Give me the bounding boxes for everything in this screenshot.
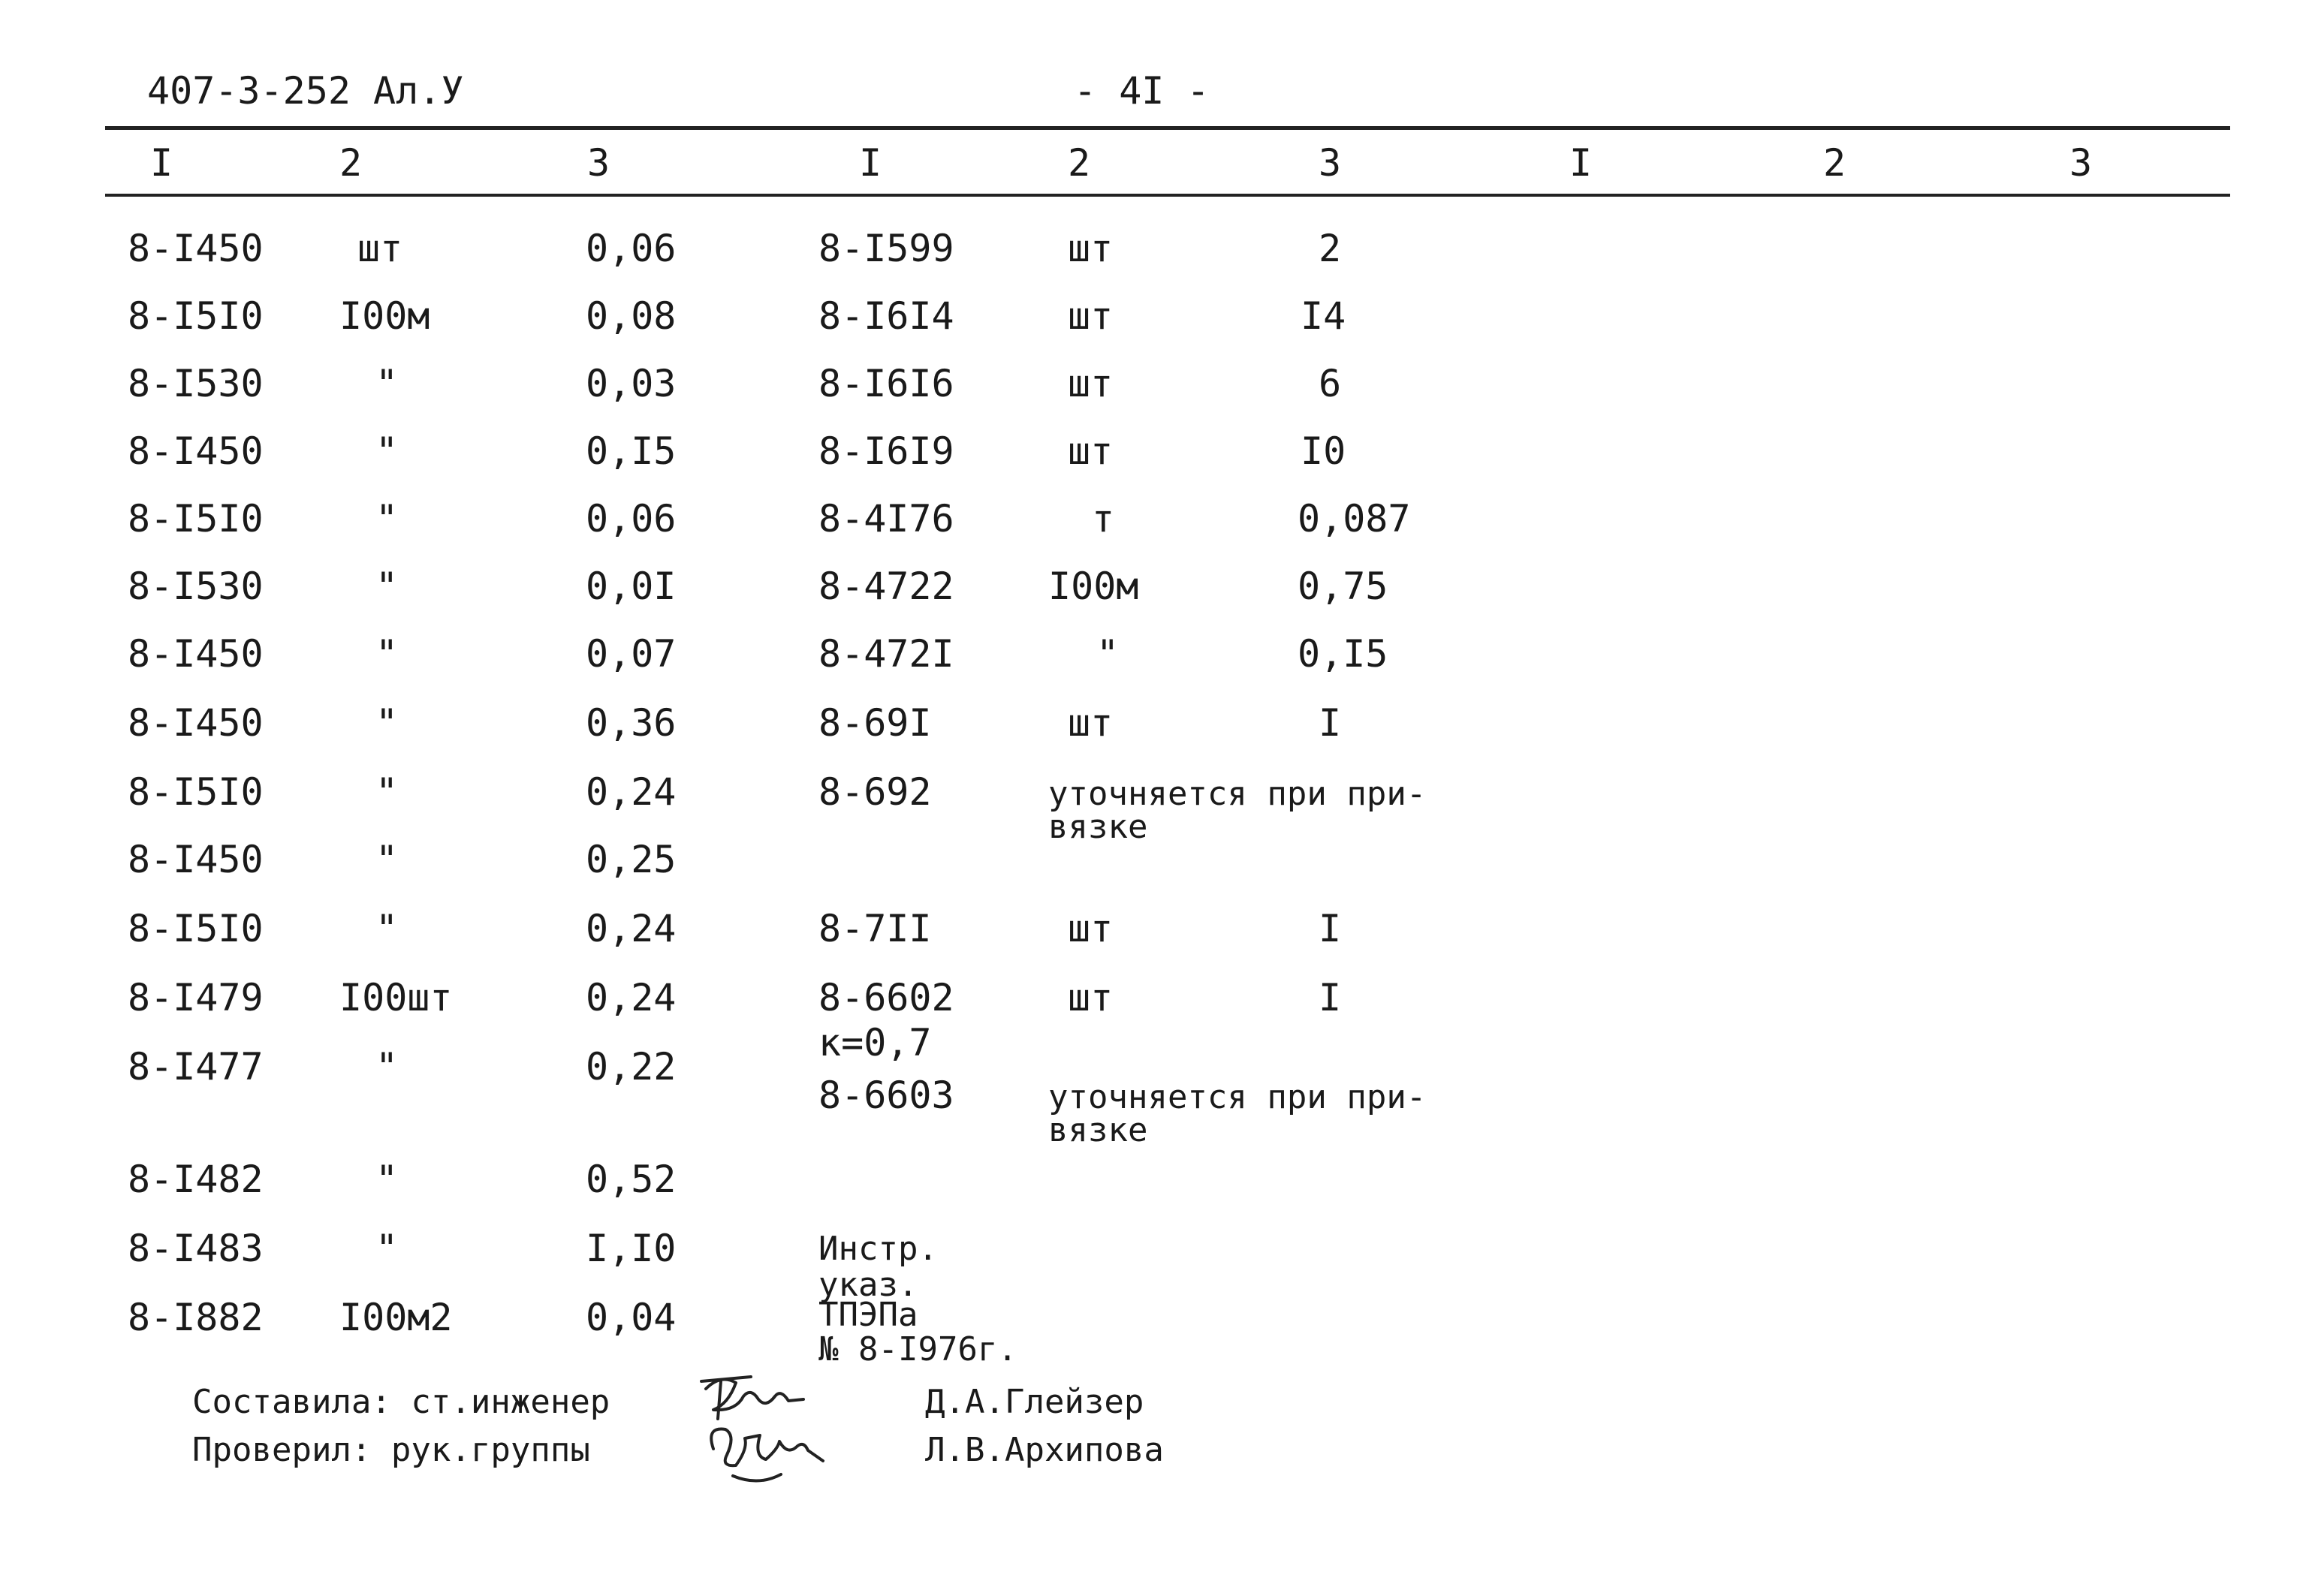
row-unit: ": [375, 907, 399, 950]
row-qty: I: [1319, 701, 1342, 745]
row-qty: I: [1319, 976, 1342, 1019]
row-note: вязке: [1048, 1111, 1148, 1149]
row-unit: шт: [1068, 907, 1114, 950]
row-note: уточняется при при-: [1048, 775, 1427, 813]
row-qty: I0: [1301, 429, 1346, 473]
page-number: - 4I -: [1074, 69, 1210, 113]
row-code: 8-I477: [128, 1045, 264, 1089]
row-code: 8-472I: [818, 632, 954, 676]
row-code: 8-I882: [128, 1296, 264, 1339]
row-code: 8-I450: [128, 429, 264, 473]
compiled-by-name: Д.А.Глейзер: [925, 1383, 1144, 1421]
row-code: 8-I482: [128, 1158, 264, 1201]
row-unit: шт: [1068, 701, 1114, 745]
column-header: 3: [1319, 141, 1342, 185]
header-bottom-rule: [105, 194, 2230, 197]
row-unit: ": [375, 770, 399, 814]
row-qty: I,I0: [586, 1227, 677, 1270]
row-code: 8-I450: [128, 838, 264, 881]
row-code: 8-6603: [818, 1074, 954, 1117]
row-qty: 0,03: [586, 362, 677, 405]
row-code: 8-I5I0: [128, 907, 264, 950]
row-qty: 0,24: [586, 907, 677, 950]
row-qty: 0,75: [1298, 565, 1388, 608]
row-qty: 0,06: [586, 227, 677, 270]
checked-by-label: Проверил: рук.группы: [192, 1431, 590, 1469]
row-qty: 0,52: [586, 1158, 677, 1201]
row-note: вязке: [1048, 808, 1148, 846]
row-unit: шт: [1068, 294, 1114, 338]
column-header: 3: [587, 141, 610, 185]
row-qty: 0,I5: [1298, 632, 1388, 676]
row-unit: т: [1092, 497, 1115, 541]
row-unit: ": [375, 565, 399, 608]
row-unit: шт: [1068, 976, 1114, 1019]
row-qty: 0,24: [586, 770, 677, 814]
row-qty: 6: [1319, 362, 1342, 405]
row-code: 8-I450: [128, 632, 264, 676]
row-unit: I00м: [1048, 565, 1139, 608]
row-qty: 0,24: [586, 976, 677, 1019]
column-header: 3: [2069, 141, 2093, 185]
row-qty: 0,06: [586, 497, 677, 541]
instruction-line: ТПЭПа: [818, 1296, 918, 1334]
row-unit: шт: [1068, 429, 1114, 473]
row-code: 8-I5I0: [128, 770, 264, 814]
row-code: 8-I530: [128, 362, 264, 405]
row-unit: ": [375, 1158, 399, 1201]
row-qty: 0,087: [1298, 497, 1411, 541]
row-qty: 0,36: [586, 701, 677, 745]
compiled-by-label: Составила: ст.инженер: [192, 1383, 610, 1421]
row-unit: I00м: [339, 294, 430, 338]
column-header: I: [1569, 141, 1593, 185]
row-code: 8-I6I6: [818, 362, 954, 405]
row-qty: 0,04: [586, 1296, 677, 1339]
row-unit: шт: [1068, 362, 1114, 405]
checked-by-name: Л.В.Архипова: [925, 1431, 1164, 1469]
row-qty: 0,25: [586, 838, 677, 881]
row-unit: ": [375, 362, 399, 405]
instruction-line: Инстр.: [818, 1230, 938, 1268]
instruction-line: указ.: [818, 1266, 918, 1304]
row-unit: шт: [357, 227, 403, 270]
row-code: 8-4722: [818, 565, 954, 608]
row-unit: ": [375, 838, 399, 881]
row-qty: 0,22: [586, 1045, 677, 1089]
instruction-line: № 8-I976г.: [818, 1330, 1017, 1369]
column-header: I: [150, 141, 173, 185]
row-code: 8-I450: [128, 227, 264, 270]
row-code: 8-69I: [818, 701, 932, 745]
row-unit: I00м2: [339, 1296, 453, 1339]
row-code: 8-I6I4: [818, 294, 954, 338]
row-qty: I4: [1301, 294, 1346, 338]
row-note: уточняется при при-: [1048, 1078, 1427, 1116]
row-qty: 0,0I: [586, 565, 677, 608]
row-code: 8-I599: [818, 227, 954, 270]
row-qty: I: [1319, 907, 1342, 950]
row-qty: 2: [1319, 227, 1342, 270]
top-rule: [105, 126, 2230, 130]
row-unit: ": [375, 701, 399, 745]
row-unit: ": [1096, 632, 1120, 676]
row-unit: ": [375, 429, 399, 473]
column-header: I: [859, 141, 882, 185]
row-code: 8-I450: [128, 701, 264, 745]
row-unit: ": [375, 1227, 399, 1270]
row-code: 8-I530: [128, 565, 264, 608]
row-code: 8-692: [818, 770, 932, 814]
document-code: 407-3-252 Ал.У: [147, 69, 464, 113]
row-code: 8-I479: [128, 976, 264, 1019]
row-code: 8-4I76: [818, 497, 954, 541]
row-qty: 0,08: [586, 294, 677, 338]
row-code: 8-I483: [128, 1227, 264, 1270]
row-unit: I00шт: [339, 976, 453, 1019]
row-code: 8-6602: [818, 976, 954, 1019]
row-unit: ": [375, 1045, 399, 1089]
column-header: 2: [1823, 141, 1846, 185]
row-qty: 0,07: [586, 632, 677, 676]
row-coefficient: к=0,7: [818, 1021, 932, 1065]
column-header: 2: [339, 141, 363, 185]
row-code: 8-I6I9: [818, 429, 954, 473]
row-unit: ": [375, 632, 399, 676]
row-code: 8-I5I0: [128, 497, 264, 541]
row-unit: шт: [1068, 227, 1114, 270]
row-code: 8-I5I0: [128, 294, 264, 338]
row-unit: ": [375, 497, 399, 541]
column-header: 2: [1068, 141, 1091, 185]
row-code: 8-7II: [818, 907, 932, 950]
handwritten-signatures: [691, 1366, 871, 1501]
row-qty: 0,I5: [586, 429, 677, 473]
